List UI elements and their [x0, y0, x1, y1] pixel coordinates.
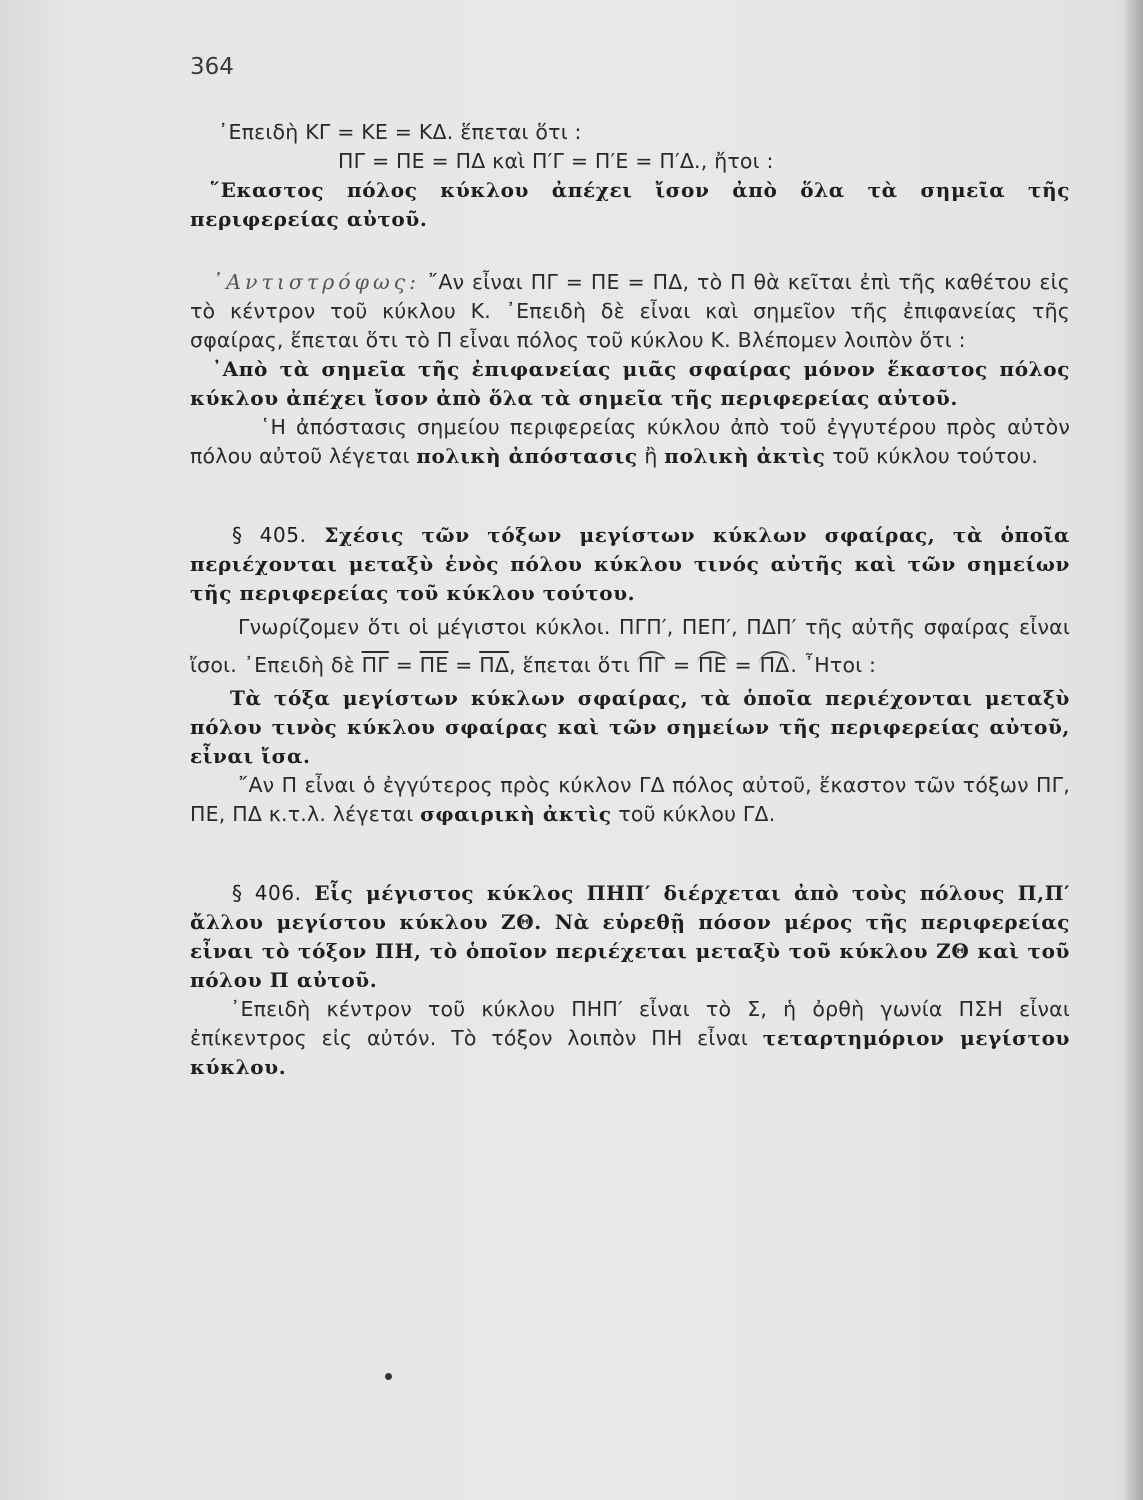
paragraph-spherical-radius: [190, 771, 1070, 829]
page-text: [190, 118, 1070, 1082]
section-406-number: § 406.: [232, 881, 302, 905]
section-406-heading: [190, 879, 1070, 995]
term-spherical-radius: σφαιρικὴ ἀκτὶς: [420, 802, 612, 826]
polar-distance-text: ῾Η ἀπόστασις σημείου περιφερείας κύκλου ἀπὸ τοῦ ἐγγυτέρου πρὸς αὐτὸν πόλου αὐτοῦ λέγεται: [190, 415, 1070, 468]
quadrant-text: ᾿Επειδὴ κέντρον τοῦ κύκλου ΠΗΠ′ εἶναι τὸ Σ, ἡ ὀρθὴ γωνία ΠΣΗ εἶναι ἐπίκεντρος εἰς αὐτόν. Τὸ τόξον λοιπὸν ΠΗ εἶναι: [190, 997, 1070, 1050]
segment-pe: $\overline{\Pi E}$: [419, 653, 449, 677]
great-circles-hence: ῏Ητοι :: [803, 653, 877, 677]
arc-pd: ΠΔ: [759, 653, 790, 677]
converse-text: ῎Αν εἶναι ΠΓ = ΠΕ = ΠΔ, τὸ Π θὰ κεῖται ἐπὶ τῆς καθέτου εἰς τὸ κέντρον τοῦ κύκλου Κ. ᾿Επειδὴ δὲ εἶναι καὶ σημεῖον τῆς ἐπιφανείας τῆς σφαίρας, ἕπεται ὅτι τὸ Π εἶναι πόλος τοῦ κύκλου Κ. Βλέπομεν λοιπὸν ὅτι :: [190, 270, 1070, 352]
converse-label: ᾿Αντιστρόφως:: [212, 270, 421, 294]
spherical-radius-end: τοῦ κύκλου ΓΔ.: [618, 802, 776, 826]
polar-distance-end: τοῦ κύκλου τούτου.: [832, 444, 1039, 468]
section-405-heading: [190, 521, 1070, 608]
arc-pg: ΠΓ: [637, 653, 666, 677]
spherical-radius-text: ῎Αν Π εἶναι ὁ ἐγγύτερος πρὸς κύκλον ΓΔ πόλος αὐτοῦ, ἕκαστον τῶν τόξων ΠΓ, ΠΕ, ΠΔ κ.τ.λ. λέγεται: [190, 773, 1070, 826]
page-number: 364: [190, 54, 234, 80]
term-quadrant: τεταρτημόριον μεγίστου κύκλου.: [190, 1026, 1070, 1079]
polar-distance-or: ἢ: [644, 444, 658, 468]
theorem-equal-arcs: Τὰ τόξα μεγίστων κύκλων σφαίρας, τὰ ὁποῖα περιέχονται μεταξὺ πόλου τινὸς κύκλου σφαίρας καὶ τῶν σημείων τῆς περιφερείας αὐτοῦ, εἶναι ἴσα.: [190, 686, 1070, 768]
stray-dot: [385, 1373, 392, 1380]
section-405-title: Σχέσις τῶν τόξων μεγίστων κύκλων σφαίρας, τὰ ὁποῖα περιέχονται μεταξὺ ἑνὸς πόλου κύκλου τινός αὐτῆς καὶ τῶν σημείων τῆς περιφερείας τοῦ κύκλου τούτου.: [190, 523, 1070, 605]
paragraph-quadrant: [190, 995, 1070, 1082]
paragraph-2: ΠΓ = ΠΕ = ΠΔ καὶ Π′Γ = Π′Ε = Π′Δ., ἤτοι :: [338, 149, 774, 173]
theorem-pole-equidistant: ῞Εκαστος πόλος κύκλου ἀπέχει ἴσον ἀπὸ ὅλα τὰ σημεῖα τῆς περιφερείας αὐτοῦ.: [190, 178, 1070, 231]
term-polar-radius: πολικὴ ἀκτὶς: [664, 444, 826, 468]
great-circles-text: Γνωρίζομεν ὅτι οἱ μέγιστοι κύκλοι. ΠΓΠ′, ΠΕΠ′, ΠΔΠ′ τῆς αὐτῆς σφαίρας εἶναι ἴσοι. ᾿Επειδὴ δὲ: [190, 615, 1070, 677]
segment-pd: $\overline{\Pi\Delta}$: [479, 653, 510, 677]
theorem-only-poles: ᾿Απὸ τὰ σημεῖα τῆς ἐπιφανείας μιᾶς σφαίρας μόνον ἕκαστος πόλος κύκλου ἀπέχει ἴσον ἀπὸ ὅλα τὰ σημεῖα τῆς περιφερείας αὐτοῦ.: [190, 357, 1070, 410]
arc-pe: ΠΕ: [697, 653, 727, 677]
page-edge-shadow: [1125, 0, 1143, 1500]
section-405-number: § 405.: [232, 523, 307, 547]
paragraph-converse: [190, 268, 1070, 355]
great-circles-follows: ἕπεται ὅτι: [522, 653, 631, 677]
paragraph-great-circles: Γνωρίζομεν ὅτι οἱ μέγιστοι κύκλοι. ΠΓΠ′, ΠΕΠ′, ΠΔΠ′ τῆς αὐτῆς σφαίρας εἶναι ἴσοι. ᾿Επειδὴ δὲ $\overline{\Pi\Gamma} = \overline{\Pi E} = \overline{\Pi\Delta}$, ἕπεται ὅτι ΠΓ = ΠΕ = ΠΔ. ῏Ητοι :: [190, 615, 1070, 677]
paragraph-polar-distance: [190, 413, 1070, 471]
paragraph-1: ᾿Επειδὴ ΚΓ = ΚΕ = ΚΔ. ἕπεται ὅτι :: [218, 120, 582, 144]
segment-pg: $\overline{\Pi\Gamma}$: [361, 653, 389, 677]
section-406-title: Εἷς μέγιστος κύκλος ΠΗΠ′ διέρχεται ἀπὸ τοὺς πόλους Π,Π′ ἄλλου μεγίστου κύκλου ΖΘ. Νὰ εὑρεθῇ πόσον μέρος τῆς περιφερείας εἶναι τὸ τόξον ΠΗ, τὸ ὁποῖον περιέχεται μεταξὺ τοῦ κύκλου ΖΘ καὶ τοῦ πόλου Π αὐτοῦ.: [190, 881, 1070, 992]
term-polar-distance: πολικὴ ἀπόστασις: [416, 444, 638, 468]
